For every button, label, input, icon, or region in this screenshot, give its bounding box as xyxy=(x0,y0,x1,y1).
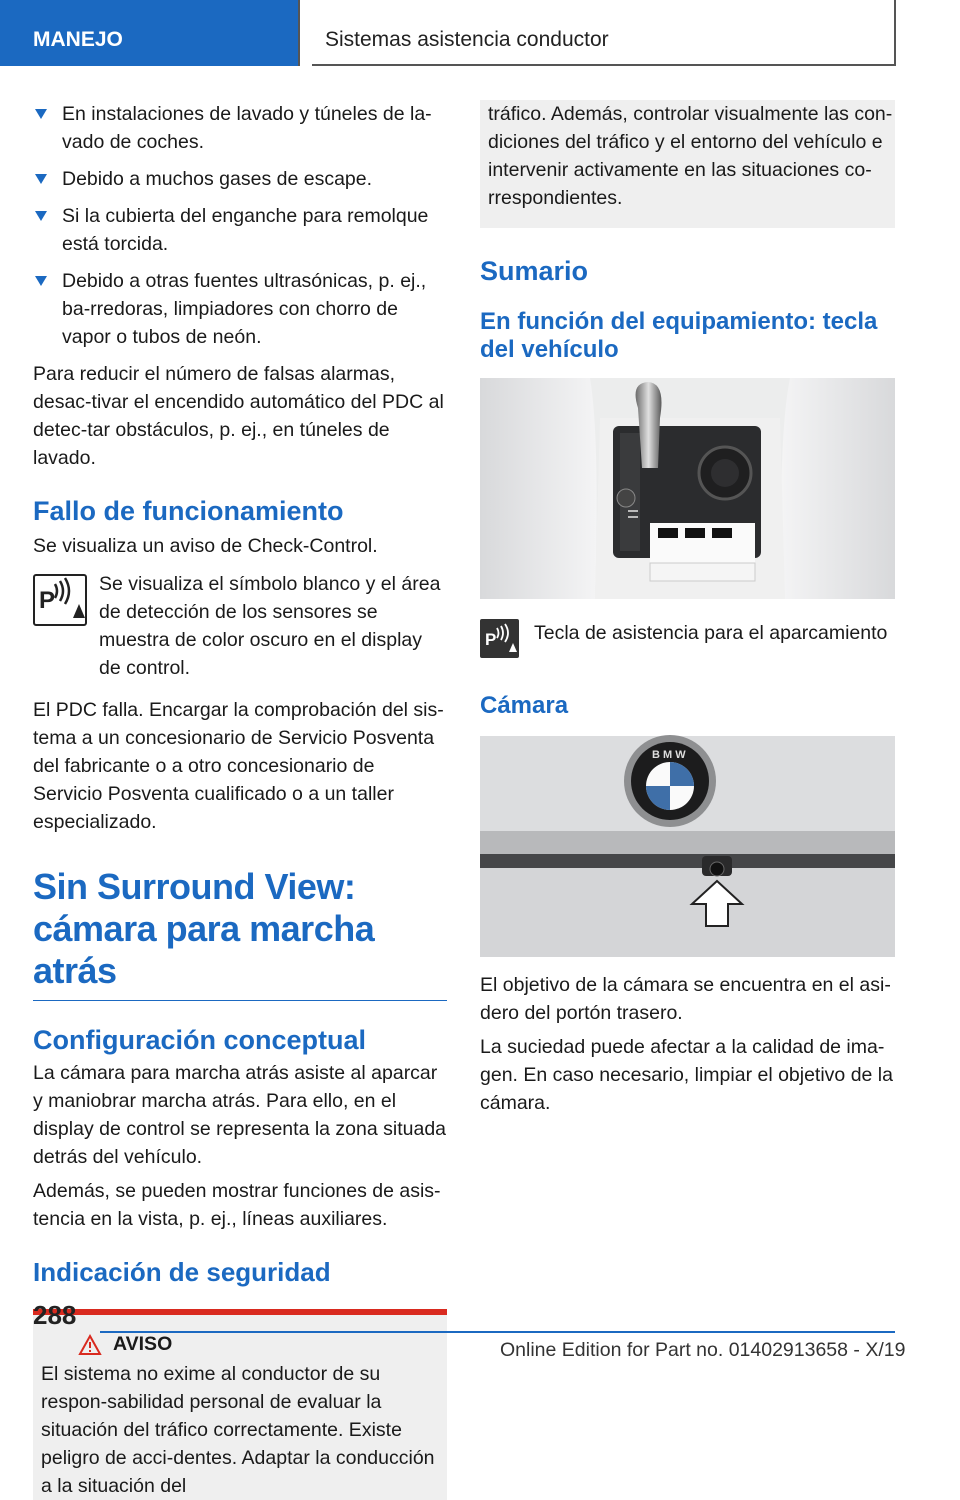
footer-rule xyxy=(100,1331,895,1333)
page-number: 288 xyxy=(33,1300,77,1330)
paragraph-camera-2: La suciedad puede afectar a la calidad de ima-gen. En caso necesario, limpiar el objetivo de la cámara. xyxy=(480,1036,893,1114)
warning-text-continued: tráfico. Además, controlar visualmente las con-diciones del tráfico y el entorno del vehículo e intervenir activamente en las situaciones co-rrespondientes. xyxy=(488,103,893,209)
paragraph-check-control: Se visualiza un aviso de Check-Control. xyxy=(33,535,378,557)
chapter-title: Sistemas asistencia conductor xyxy=(325,28,609,51)
bullet-triangle-icon xyxy=(35,109,47,119)
button-caption: Tecla de asistencia para el aparcamiento xyxy=(534,622,888,644)
header-divider xyxy=(298,0,300,66)
heading-camera: Cámara xyxy=(480,692,569,719)
list-item: Debido a muchos gases de escape. xyxy=(33,165,447,193)
pdc-icon xyxy=(480,619,519,658)
pdc-icon xyxy=(33,574,87,626)
svg-text:P: P xyxy=(39,587,56,614)
right-column xyxy=(480,100,895,1117)
camera-illustration xyxy=(480,736,895,957)
paragraph-config-1: La cámara para marcha atrás asiste al aparcar y maniobrar marcha atrás. Para ello, en el display de control se representa la zona situada detrás del vehículo. xyxy=(33,1062,447,1168)
warning-box xyxy=(33,1309,447,1500)
heading-fallo: Fallo de funcionamiento xyxy=(33,496,344,526)
heading-safety: Indicación de seguridad xyxy=(33,1257,331,1287)
bullet-triangle-icon xyxy=(35,211,47,221)
paragraph-pdc-failure: El PDC falla. Encargar la comprobación del sis-tema a un concesionario de Servicio Posventa del fabricante o a otro concesionario de Servicio Posventa cualificado o a un taller especializado. xyxy=(33,699,444,833)
console-photo xyxy=(480,378,895,599)
warning-text: El sistema no exime al conductor de su respon-sabilidad personal de evaluar la situación del tráfico correctamente. Existe peligro de acci-dentes. Adaptar la conducción a la situación del xyxy=(41,1363,435,1497)
paragraph-config-2: Además, se pueden mostrar funciones de asis-tencia en la vista, p. ej., líneas auxiliares. xyxy=(33,1180,441,1230)
list-item: En instalaciones de lavado y túneles de la-vado de coches. xyxy=(33,100,447,156)
heading-main: Sin Surround View: cámara para marcha atrás xyxy=(33,866,447,1001)
bullet-triangle-icon xyxy=(35,276,47,286)
svg-text:B M W: B M W xyxy=(652,749,686,761)
console-illustration xyxy=(480,378,895,599)
heading-equipment: En función del equipamiento: tecla del vehículo xyxy=(480,308,878,363)
icon-text-block xyxy=(33,570,447,682)
section-tab xyxy=(0,0,298,66)
camera-photo xyxy=(480,736,895,957)
warning-title: AVISO xyxy=(113,1333,173,1355)
footer-edition: Online Edition for Part no. 01402913658 - X/19 xyxy=(500,1339,906,1361)
heading-config: Configuración conceptual xyxy=(33,1025,367,1055)
pdc-icon-wrap xyxy=(33,570,99,682)
list-item: Si la cubierta del enganche para remolque está torcida. xyxy=(33,202,447,258)
svg-text:P: P xyxy=(485,630,497,649)
chapter-tab xyxy=(312,0,896,66)
paragraph-icon-desc: Se visualiza el símbolo blanco y el área de detección de los sensores se muestra de color oscuro en el display de control. xyxy=(99,573,441,679)
heading-sumario: Sumario xyxy=(480,256,589,286)
list-item: Debido a otras fuentes ultrasónicas, p. ej., ba-rredoras, limpiadores con chorro de vapor o tubos de neón. xyxy=(33,267,447,351)
warning-box-continued xyxy=(480,100,895,228)
bullet-list xyxy=(33,100,447,351)
warning-triangle-icon xyxy=(79,1335,101,1355)
left-column xyxy=(33,100,447,1500)
paragraph-camera-1: El objetivo de la cámara se encuentra en el asi-dero del portón trasero. xyxy=(480,974,891,1024)
button-caption-row xyxy=(480,619,895,658)
section-title: MANEJO xyxy=(33,28,123,51)
bullet-triangle-icon xyxy=(35,174,47,184)
paragraph-reduce-alarms: Para reducir el número de falsas alarmas, desac-tivar el encendido automático del PDC al detec-tar obstáculos, p. ej., en túneles de lavado. xyxy=(33,363,444,469)
warning-title-row xyxy=(79,1333,447,1356)
